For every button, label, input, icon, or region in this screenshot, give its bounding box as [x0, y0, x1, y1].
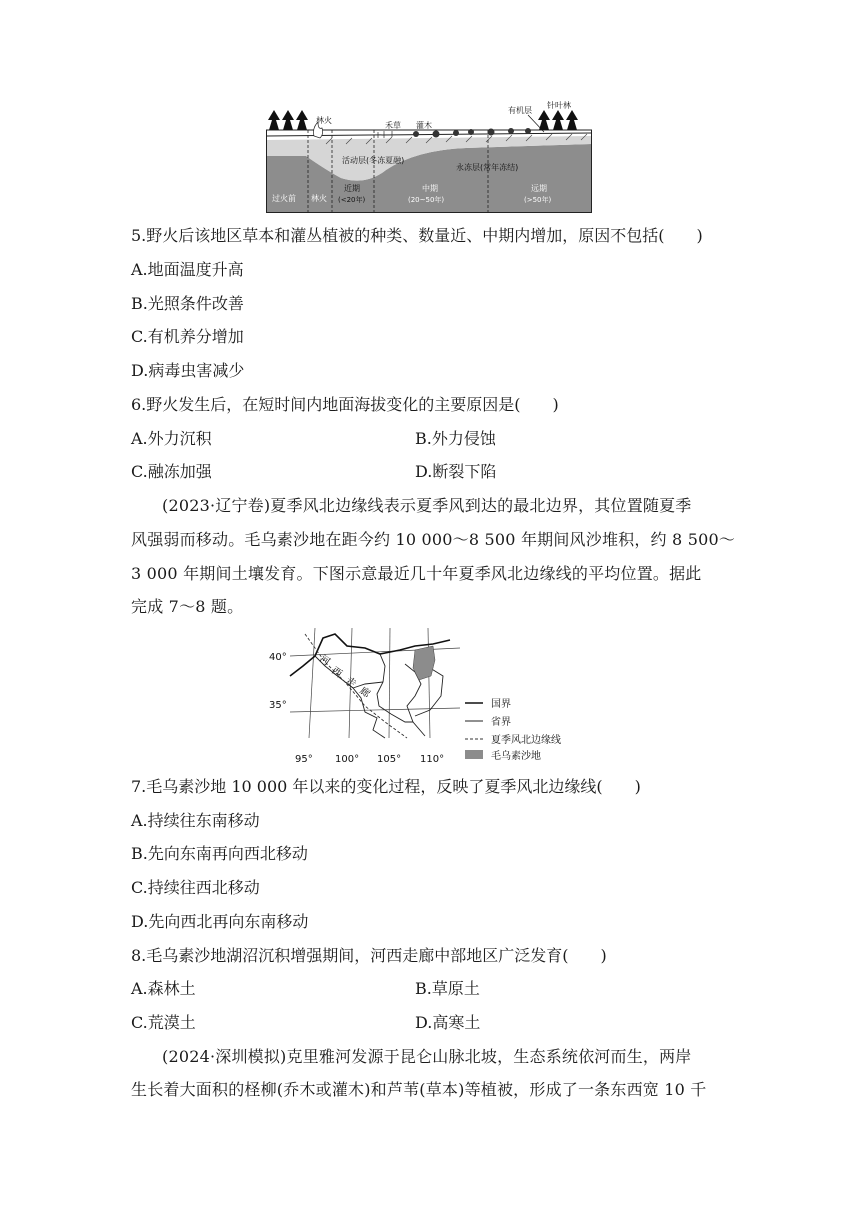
- label-fire: 林火: [311, 194, 327, 203]
- label-forest-fire-top: 林火: [316, 116, 332, 125]
- label-shrub: 灌木: [416, 121, 432, 130]
- question-6-option-a: A.外力沉积: [131, 429, 212, 448]
- label-permafrost: 永冻层(常年冻结): [456, 163, 519, 172]
- passage-1-line-3: 3 000 年期间土壤发育。下图示意最近几十年夏季风北边缘线的平均位置。据此: [131, 564, 702, 583]
- question-8-option-c: C.荒漠土: [131, 1013, 196, 1032]
- question-8-option-b: B.草原土: [415, 979, 480, 998]
- question-7-option-a: A.持续往东南移动: [131, 811, 260, 830]
- permafrost-fire-profile-diagram: [266, 100, 592, 213]
- question-6-option-b: B.外力侵蚀: [415, 429, 496, 448]
- question-7-option-b: B.先向东南再向西北移动: [131, 844, 308, 863]
- corridor-label: [317, 653, 373, 701]
- label-near-term-range: (<20年): [338, 196, 366, 204]
- label-active-layer: 活动层(冬冻夏融): [342, 156, 405, 165]
- label-mid-term: 中期: [422, 184, 438, 193]
- lon-label-110: 110°: [420, 754, 445, 765]
- question-8-option-d: D.高寒土: [415, 1013, 481, 1032]
- question-6-option-d: D.断裂下陷: [415, 462, 497, 481]
- question-8-option-a: A.森林土: [131, 979, 196, 998]
- lon-label-95: 95°: [295, 754, 313, 765]
- question-7-option-d: D.先向西北再向东南移动: [131, 912, 309, 931]
- passage-1-line-2: 风强弱而移动。毛乌素沙地在距今约 10 000～8 500 年期间风沙堆积，约 8 500～: [131, 530, 736, 549]
- label-conifer: 针叶林: [547, 101, 571, 110]
- corridor-char-2: 西: [329, 665, 344, 681]
- label-mid-term-range: (20~50年): [408, 196, 445, 204]
- label-near-term: 近期: [344, 184, 360, 193]
- question-5-option-c: C.有机养分增加: [131, 327, 244, 346]
- question-6-option-c: C.融冻加强: [131, 462, 212, 481]
- question-6-stem: 6.野火发生后，在短时间内地面海拔变化的主要原因是( ): [131, 395, 559, 414]
- legend-national-border: 国界: [491, 699, 511, 710]
- legend-mu-us: 毛乌素沙地: [491, 751, 541, 762]
- label-grass: 禾草: [385, 121, 401, 130]
- corridor-char-4: 廊: [357, 685, 372, 701]
- label-long-term: 远期: [531, 184, 547, 193]
- passage-1-line-1: (2023·辽宁卷)夏季风北边缘线表示夏季风到达的最北边界，其位置随夏季: [162, 496, 692, 515]
- legend-monsoon-line: 夏季风北边缘线: [491, 735, 561, 746]
- lat-label-35: 35°: [269, 700, 287, 711]
- question-7-option-c: C.持续往西北移动: [131, 878, 260, 897]
- passage-2-line-2: 生长着大面积的柽柳(乔木或灌木)和芦苇(草本)等植被，形成了一条东西宽 10 千: [131, 1080, 707, 1099]
- legend-province-border: 省界: [491, 717, 511, 728]
- summer-monsoon-map: [265, 626, 595, 766]
- map-legend: [465, 698, 561, 762]
- lon-label-105: 105°: [377, 754, 402, 765]
- label-organic-layer: 有机层: [508, 106, 532, 115]
- lon-label-100: 100°: [335, 754, 360, 765]
- passage-2-line-1: (2024·深圳模拟)克里雅河发源于昆仑山脉北坡，生态系统依河而生，两岸: [162, 1047, 692, 1066]
- question-7-stem: 7.毛乌素沙地 10 000 年以来的变化过程，反映了夏季风北边缘线( ): [131, 777, 641, 796]
- passage-1-line-4: 完成 7～8 题。: [131, 597, 244, 616]
- label-long-term-range: (>50年): [524, 196, 552, 204]
- corridor-char-1: 河: [317, 653, 332, 669]
- corridor-char-3: 走: [343, 675, 358, 691]
- question-5-option-d: D.病毒虫害减少: [131, 361, 245, 380]
- lat-label-40: 40°: [269, 652, 287, 663]
- question-8-stem: 8.毛乌素沙地湖沼沉积增强期间，河西走廊中部地区广泛发育( ): [131, 946, 607, 965]
- question-5-stem: 5.野火后该地区草本和灌丛植被的种类、数量近、中期内增加，原因不包括( ): [131, 226, 703, 245]
- question-5-option-a: A.地面温度升高: [131, 260, 244, 279]
- label-before-fire: 过火前: [272, 194, 296, 203]
- question-5-option-b: B.光照条件改善: [131, 294, 244, 313]
